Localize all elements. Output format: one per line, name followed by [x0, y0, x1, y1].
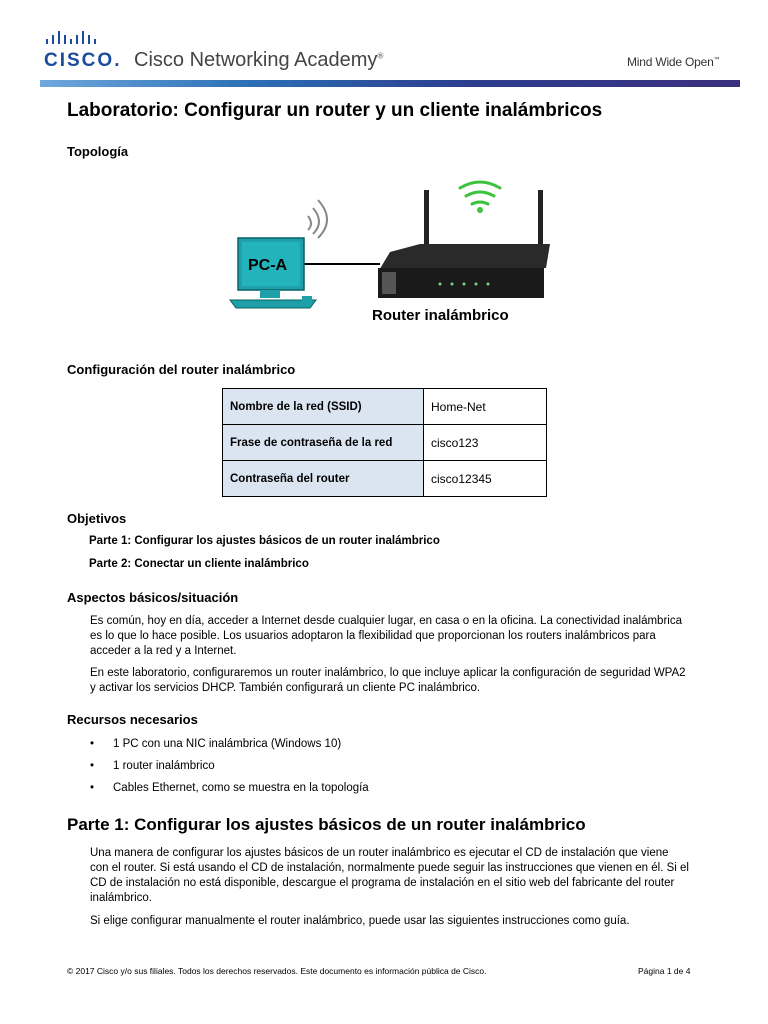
table-value: cisco12345: [424, 461, 547, 497]
cisco-logo-word: CISCO.: [44, 50, 122, 71]
objective-item: Parte 2: Conectar un cliente inalámbrico: [89, 558, 309, 570]
footer-copyright: © 2017 Cisco y/o sus filiales. Todos los derechos reservados. Este documento es información pública de Cisco.: [67, 966, 487, 976]
page-title: Laboratorio: Configurar un router y un cliente inalámbricos: [67, 100, 603, 121]
table-value: Home-Net: [424, 389, 547, 425]
pc-wifi-icon: [308, 200, 327, 238]
config-table: [222, 388, 547, 497]
topology-diagram: [220, 168, 560, 330]
page-number: Página 1 de 4: [638, 966, 691, 976]
table-key: Nombre de la red (SSID): [223, 389, 424, 425]
router-wifi-icon: [460, 182, 500, 204]
table-value: cisco123: [424, 425, 547, 461]
config-heading: Configuración del router inalámbrico: [67, 362, 296, 377]
router-icon: [378, 190, 550, 298]
background-paragraph: En este laboratorio, configuraremos un router inalámbrico, lo que incluye aplicar la configuración de seguridad WPA2 y activar los servicios DHCP. También configurará un cliente PC inalámbrico.: [90, 667, 686, 694]
router-label: Router inalámbrico: [372, 307, 509, 324]
objective-item: Parte 1: Configurar los ajustes básicos de un router inalámbrico: [89, 535, 440, 547]
list-item: • Cables Ethernet, como se muestra en la topología: [90, 780, 369, 802]
table-key: Contraseña del router: [223, 461, 424, 497]
academy-title: Cisco Networking Academy®: [134, 49, 384, 71]
resources-list: [90, 736, 369, 802]
table-row: [223, 425, 547, 461]
bullet-icon: •: [90, 782, 95, 794]
background-paragraph: Es común, hoy en día, acceder a Internet desde cualquier lugar, en casa o en la oficina. La conectividad inalámbrica es lo que lo hace posible. Los usuarios adoptaron la flexibilidad que proporcionan los routers inalámbricos para acceder a la red y a Internet.: [90, 615, 682, 657]
table-key: Frase de contraseña de la red: [223, 425, 424, 461]
table-row: [223, 389, 547, 425]
tagline: Mind Wide Open™: [627, 55, 720, 69]
objectives-heading: Objetivos: [67, 511, 127, 526]
list-item: • 1 PC con una NIC inalámbrica (Windows 10): [90, 736, 369, 758]
background-heading: Aspectos básicos/situación: [67, 590, 239, 605]
bullet-icon: •: [90, 760, 95, 772]
bullet-icon: •: [90, 738, 95, 750]
header-band: [40, 80, 740, 87]
pc-label: PC-A: [248, 257, 288, 274]
part1-paragraph: Si elige configurar manualmente el router inalámbrico, puede usar las siguientes instrucciones como guía.: [90, 915, 630, 927]
cisco-logo-bars: [44, 30, 116, 48]
part1-paragraph: Una manera de configurar los ajustes básicos de un router inalámbrico es ejecutar el CD de instalación que viene con el router. Si está usando el CD de instalación, normalmente puede seguir las instrucciones que vienen en él. Si el CD de instalación no está disponible, descargue el programa de instalación en el sitio web del fabricante del router inalámbrico.: [90, 847, 689, 904]
part1-heading: Parte 1: Configurar los ajustes básicos de un router inalámbrico: [67, 815, 586, 834]
topology-heading: Topología: [67, 144, 129, 159]
resources-heading: Recursos necesarios: [67, 712, 198, 727]
list-item: • 1 router inalámbrico: [90, 758, 369, 780]
table-row: [223, 461, 547, 497]
